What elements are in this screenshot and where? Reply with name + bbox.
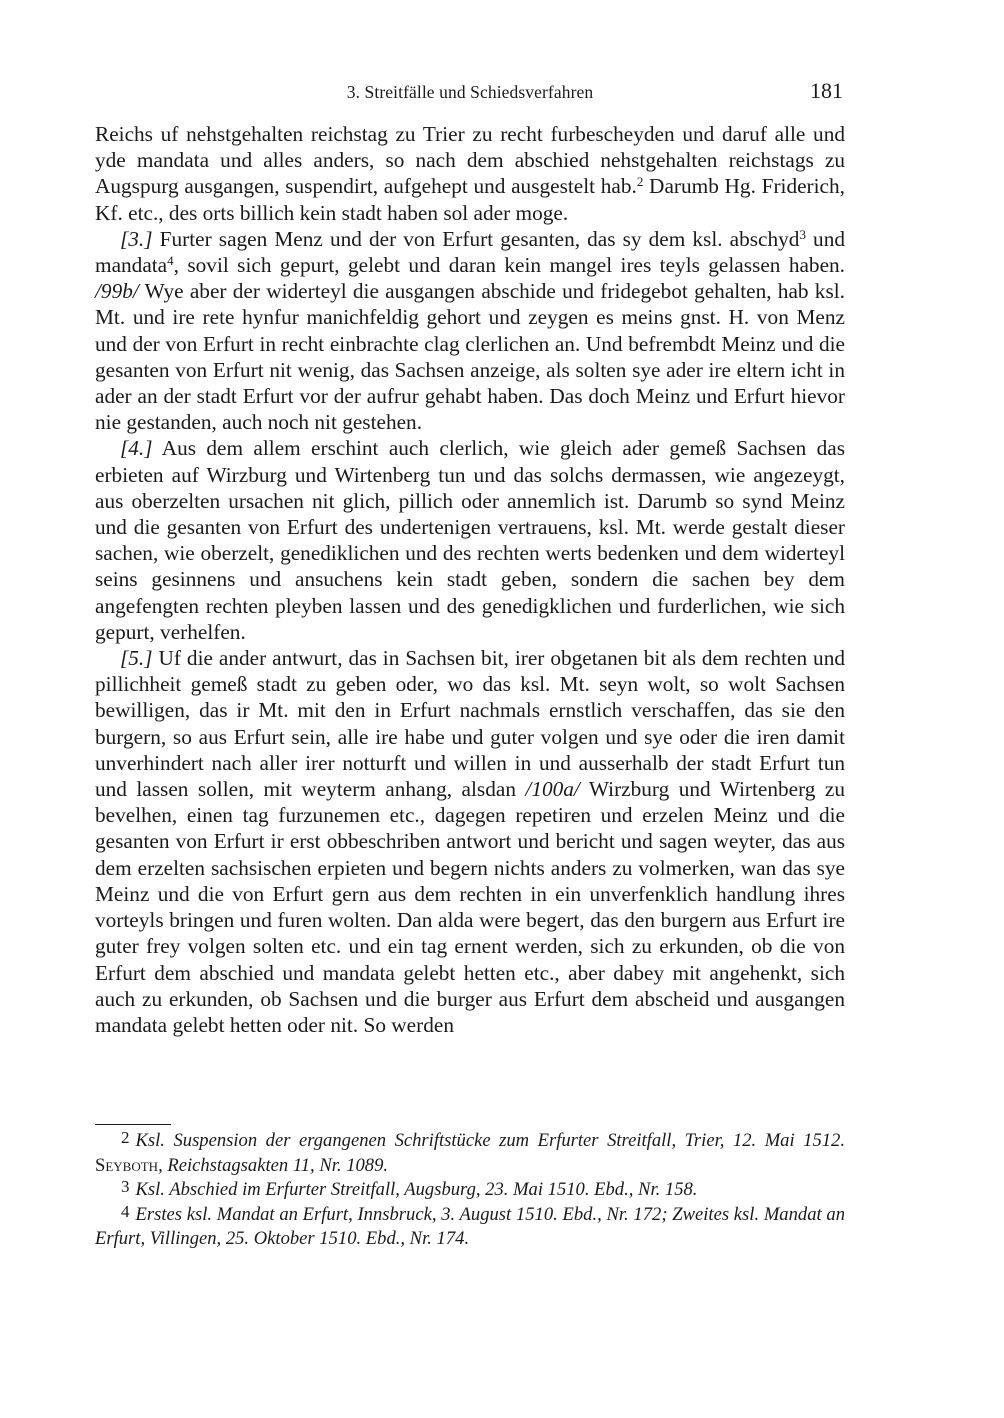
footnote-divider	[95, 1124, 171, 1125]
paragraph	[95, 435, 845, 645]
page-number: 181	[810, 78, 843, 103]
footnote-text: Ksl. Suspension der ergangenen Schriftstücke zum Erfurter Streitfall, Trier, 12. Mai 1512.	[135, 1130, 845, 1151]
text-run: Aus dem allem erschint auch clerlich, wie gleich ader gemeß Sachsen das erbieten auf Wirzburg und Wirtenberg tun und das solchs dermassen, wie angezeygt, aus oberzelten ursachen nit glich, pillich oder annemlich ist. Darumb so synd Meinz und die gesanten von Erfurt des undertenigen vertrauens, ksl. Mt. werde gestalt dieser sachen, wie oberzelt, genediklichen und des rechten werts bedenken und dem widerteyl seins gesinnens und ansuchens kein stadt geben, sondern die sachen bey dem angefengten rechten pleyben lassen und des genedigklichen und furderlichen, wie sich gepurt, verhelfen.	[95, 436, 845, 644]
footnote-number: 2	[121, 1128, 130, 1147]
text-run: Reichs uf nehstgehalten reichstag zu Trier zu recht furbescheyden und daruf alle und yde mandata und alles anders, so nach dem abschied nehstgehalten reichstags zu Augspurg ausgangen, suspendirt, aufgehept und ausgestelt hab.	[95, 122, 845, 199]
paragraph	[95, 121, 845, 226]
text-run: Darumb Hg. Friderich, Kf. etc., des orts billich kein stadt haben sol ader moge.	[95, 174, 845, 225]
section-marker: [5.]	[120, 646, 153, 671]
footnote-author: Seyboth	[95, 1154, 159, 1176]
paragraph	[95, 645, 845, 1038]
running-title: 3. Streitfälle und Schiedsverfahren	[346, 82, 594, 102]
footnote-number: 4	[121, 1201, 130, 1221]
folio-marker: /99b/	[95, 279, 139, 304]
section-marker: [3.]	[120, 226, 153, 251]
main-text	[95, 121, 845, 1038]
footnote-text: Ksl. Abschied im Erfurter Streitfall, Augsburg, 23. Mai 1510. Ebd., Nr. 158.	[135, 1179, 698, 1200]
footnote-text: Erstes ksl. Mandat an Erfurt, Innsbruck, 3. August 1510. Ebd., Nr. 172; Zweites ksl. Mandat an Erfurt, Villingen, 25. Oktober 1510. Ebd., Nr. 174.	[95, 1203, 845, 1249]
footnote-number: 3	[121, 1177, 130, 1196]
section-marker: [4.]	[120, 436, 153, 461]
footnote-reference: 3	[799, 226, 806, 242]
text-run: Wye aber der widerteyl die ausgangen abschide und fridegebot gehalten, hab ksl. Mt. und ire rete hynfur manichfeldig gehort und zeygen es meins gnst. H. von Menz und der von Erfurt in recht einbrachte clag clerlichen an. Und befrembdt Meinz und die gesanten von Erfurt nit wenig, das Sachsen anzeige, als solten sye ader ire eltern icht in ader an der stadt Erfurt vor der aufrur gehabt haben. Das doch Meinz und Erfurt hievor nie gestanden, auch noch nit gestehen.	[95, 279, 845, 435]
footnote	[95, 1129, 845, 1178]
text-run: Wirzburg und Wirtenberg zu bevelhen, einen tag furzunemen etc., dagegen repetiren und erzelen Meinz und die gesanten von Erfurt ir erst obbeschriben antwort und bericht und sagen weyter, das aus dem erzelten sachsischen erpieten und begern nichts anders zu volmerken, wan das sye Meinz und die von Erfurt gern aus dem rechten in ein unverfenklich handlung ihres vorteyls bringen und furen wolten. Dan alda were begert, das den burgern aus Erfurt ire guter frey volgen solten etc. und ein tag ernent werden, sich zu erkunden, ob die von Erfurt dem abschied und mandata gelebt hetten etc., aber dabey mit angehenkt, sich auch zu erkunden, ob Sachsen und die burger aus Erfurt dem abscheid und ausgangen mandata gelebt hetten oder nit. So werden	[95, 777, 845, 1037]
footnote-text: , Reichstagsakten 11, Nr. 1089.	[158, 1154, 389, 1176]
footnotes	[95, 1129, 845, 1252]
paragraph	[95, 226, 845, 436]
text-run: , sovil sich gepurt, gelebt und daran kein mangel ires teyls gelassen haben.	[173, 253, 845, 278]
footnote-reference: 4	[167, 252, 174, 268]
text-run: und mandata	[95, 226, 845, 278]
footnote-reference: 2	[636, 174, 644, 190]
text-run: Furter sagen Menz und der von Erfurt gesanten, das sy dem ksl. abschyd	[152, 226, 800, 251]
folio-marker: /100a/	[525, 777, 580, 802]
text-run: Uf die ander antwurt, das in Sachsen bit, irer obgetanen bit als dem rechten und pillichheit gemeß stadt zu geben oder, wo das ksl. Mt. seyn wolt, so wolt Sachsen bewilligen, das ir Mt. mit den in Erfurt nachmals ernstlich verschaffen, das sie den burgern, so aus Erfurt sein, alle ire habe und guter volgen und sye oder die iren damit unverhindert nach aller irer notturft und willen in und ausserhalb der stadt Erfurt tun und lassen sollen, mit weyterm anhang, alsdan	[95, 646, 845, 802]
footnote	[95, 1203, 845, 1252]
page-header	[95, 78, 845, 108]
footnote	[95, 1178, 845, 1203]
